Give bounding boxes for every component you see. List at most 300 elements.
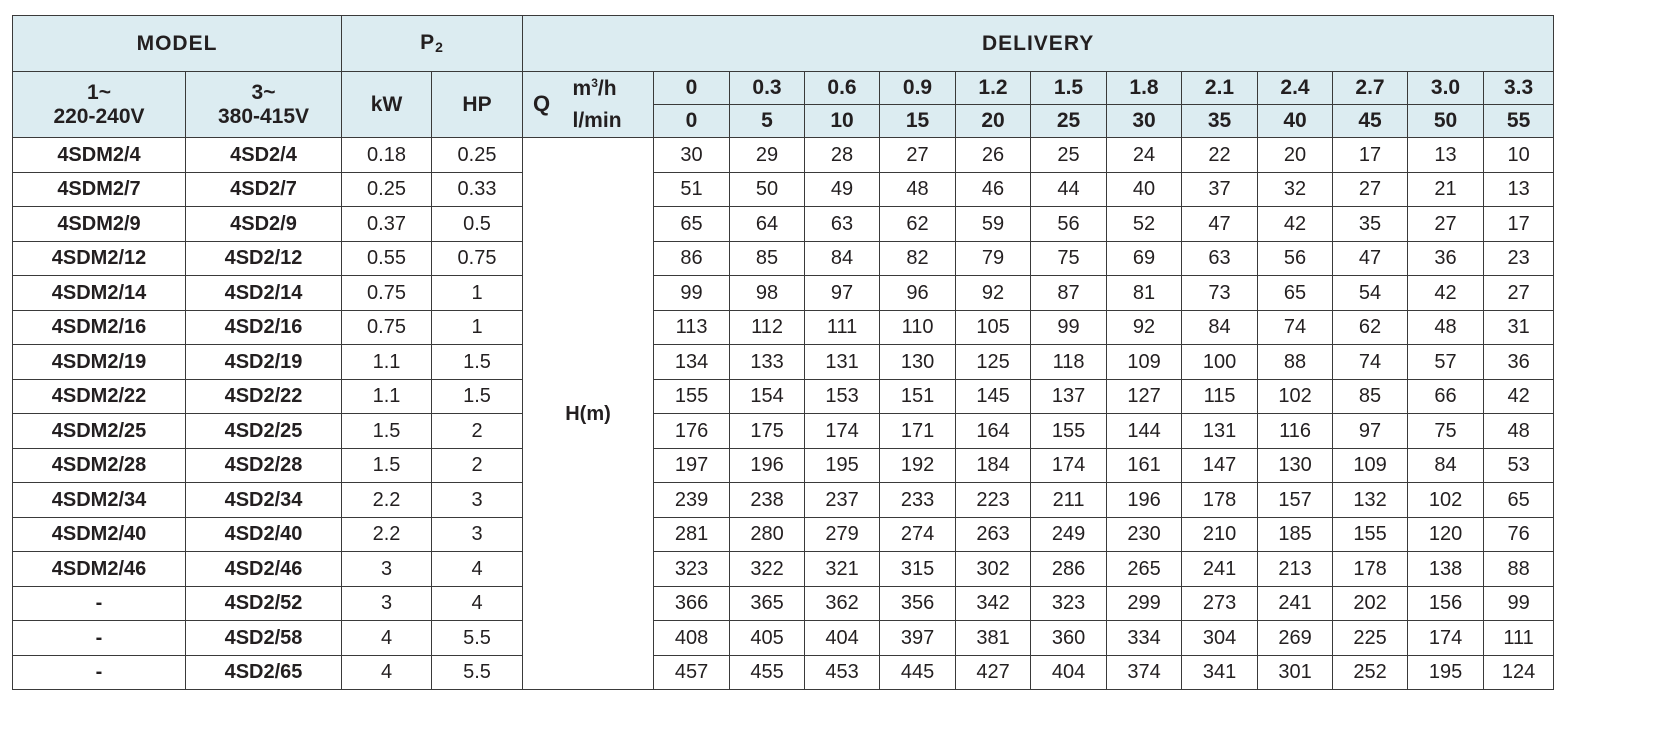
kw-cell: 0.25 bbox=[342, 172, 432, 207]
head-value-cell: 279 bbox=[805, 517, 880, 552]
head-value-cell: 457 bbox=[654, 655, 730, 690]
head-value-cell: 153 bbox=[805, 379, 880, 414]
head-value-cell: 178 bbox=[1333, 552, 1408, 587]
head-value-cell: 301 bbox=[1258, 655, 1333, 690]
three-phase-model-cell: 4SD2/22 bbox=[186, 379, 342, 414]
head-value-cell: 225 bbox=[1333, 621, 1408, 656]
head-value-cell: 192 bbox=[880, 448, 956, 483]
head-value-cell: 74 bbox=[1258, 310, 1333, 345]
flow-lmin-cell: 40 bbox=[1258, 105, 1333, 138]
head-value-cell: 44 bbox=[1031, 172, 1107, 207]
head-value-cell: 453 bbox=[805, 655, 880, 690]
single-phase-model-cell: 4SDM2/4 bbox=[13, 138, 186, 173]
table-row bbox=[13, 517, 1554, 552]
kw-cell: 2.2 bbox=[342, 517, 432, 552]
three-phase-model-cell: 4SD2/65 bbox=[186, 655, 342, 690]
head-value-cell: 40 bbox=[1107, 172, 1182, 207]
head-value-cell: 96 bbox=[880, 276, 956, 311]
head-value-cell: 99 bbox=[654, 276, 730, 311]
flow-m3h-cell: 3.3 bbox=[1484, 72, 1554, 105]
hp-cell: 5.5 bbox=[432, 621, 523, 656]
head-value-cell: 74 bbox=[1333, 345, 1408, 380]
head-value-cell: 81 bbox=[1107, 276, 1182, 311]
head-value-cell: 408 bbox=[654, 621, 730, 656]
hp-cell: 5.5 bbox=[432, 655, 523, 690]
head-value-cell: 53 bbox=[1484, 448, 1554, 483]
head-value-cell: 299 bbox=[1107, 586, 1182, 621]
single-phase-model-cell: 4SDM2/7 bbox=[13, 172, 186, 207]
single-phase-model-cell: 4SDM2/9 bbox=[13, 207, 186, 242]
table-row bbox=[13, 379, 1554, 414]
head-value-cell: 130 bbox=[880, 345, 956, 380]
head-value-cell: 397 bbox=[880, 621, 956, 656]
kw-cell: 2.2 bbox=[342, 483, 432, 518]
flow-m3h-cell: 1.8 bbox=[1107, 72, 1182, 105]
head-value-cell: 48 bbox=[1408, 310, 1484, 345]
head-value-cell: 265 bbox=[1107, 552, 1182, 587]
head-value-cell: 87 bbox=[1031, 276, 1107, 311]
head-value-cell: 42 bbox=[1408, 276, 1484, 311]
head-value-cell: 85 bbox=[730, 241, 805, 276]
head-value-cell: 113 bbox=[654, 310, 730, 345]
head-value-cell: 76 bbox=[1484, 517, 1554, 552]
three-phase-model-cell: 4SD2/14 bbox=[186, 276, 342, 311]
head-value-cell: 17 bbox=[1484, 207, 1554, 242]
table-row bbox=[13, 552, 1554, 587]
head-value-cell: 127 bbox=[1107, 379, 1182, 414]
head-value-cell: 237 bbox=[805, 483, 880, 518]
head-value-cell: 161 bbox=[1107, 448, 1182, 483]
head-value-cell: 151 bbox=[880, 379, 956, 414]
flow-m3h-cell: 0 bbox=[654, 72, 730, 105]
head-value-cell: 42 bbox=[1258, 207, 1333, 242]
three-phase-model-cell: 4SD2/58 bbox=[186, 621, 342, 656]
head-value-cell: 20 bbox=[1258, 138, 1333, 173]
head-value-cell: 85 bbox=[1333, 379, 1408, 414]
head-value-cell: 274 bbox=[880, 517, 956, 552]
head-value-cell: 381 bbox=[956, 621, 1031, 656]
head-value-cell: 64 bbox=[730, 207, 805, 242]
head-value-cell: 111 bbox=[805, 310, 880, 345]
head-value-cell: 280 bbox=[730, 517, 805, 552]
kw-cell: 0.18 bbox=[342, 138, 432, 173]
head-value-cell: 88 bbox=[1484, 552, 1554, 587]
unit-m3h-tail: /h bbox=[597, 76, 617, 100]
head-value-cell: 321 bbox=[805, 552, 880, 587]
head-value-cell: 84 bbox=[1408, 448, 1484, 483]
head-value-cell: 99 bbox=[1484, 586, 1554, 621]
table-row bbox=[13, 138, 1554, 173]
head-value-cell: 46 bbox=[956, 172, 1031, 207]
three-phase-header bbox=[186, 72, 342, 138]
three-phase-model-cell: 4SD2/34 bbox=[186, 483, 342, 518]
three-phase-symbol: 3~ bbox=[251, 81, 276, 105]
head-value-cell: 302 bbox=[956, 552, 1031, 587]
head-value-cell: 174 bbox=[1031, 448, 1107, 483]
head-value-cell: 155 bbox=[654, 379, 730, 414]
head-value-cell: 17 bbox=[1333, 138, 1408, 173]
table-header bbox=[13, 16, 1554, 138]
three-phase-voltage: 380-415V bbox=[217, 104, 310, 128]
table-row bbox=[13, 483, 1554, 518]
three-phase-model-cell: 4SD2/25 bbox=[186, 414, 342, 449]
single-phase-model-cell: 4SDM2/34 bbox=[13, 483, 186, 518]
flow-lmin-cell: 20 bbox=[956, 105, 1031, 138]
hp-cell: 0.75 bbox=[432, 241, 523, 276]
head-value-cell: 118 bbox=[1031, 345, 1107, 380]
head-value-cell: 98 bbox=[730, 276, 805, 311]
three-phase-model-cell: 4SD2/7 bbox=[186, 172, 342, 207]
flow-m3h-cell: 2.7 bbox=[1333, 72, 1408, 105]
head-value-cell: 75 bbox=[1031, 241, 1107, 276]
unit-m3h-base: m bbox=[572, 76, 592, 100]
head-value-cell: 47 bbox=[1333, 241, 1408, 276]
single-phase-voltage: 220-240V bbox=[53, 104, 145, 128]
head-value-cell: 174 bbox=[805, 414, 880, 449]
head-value-cell: 54 bbox=[1333, 276, 1408, 311]
head-value-cell: 171 bbox=[880, 414, 956, 449]
unit-m3h-sup: 3 bbox=[591, 75, 598, 90]
table-row bbox=[13, 172, 1554, 207]
head-value-cell: 109 bbox=[1107, 345, 1182, 380]
head-value-cell: 35 bbox=[1333, 207, 1408, 242]
head-value-cell: 196 bbox=[1107, 483, 1182, 518]
head-value-cell: 323 bbox=[654, 552, 730, 587]
table-row bbox=[13, 276, 1554, 311]
kw-cell: 0.75 bbox=[342, 310, 432, 345]
single-phase-symbol: 1~ bbox=[87, 81, 111, 105]
head-value-cell: 233 bbox=[880, 483, 956, 518]
head-value-cell: 22 bbox=[1182, 138, 1258, 173]
head-value-cell: 125 bbox=[956, 345, 1031, 380]
head-value-cell: 84 bbox=[805, 241, 880, 276]
unit-m3h bbox=[571, 72, 654, 105]
head-value-cell: 111 bbox=[1484, 621, 1554, 656]
flow-lmin-cell: 25 bbox=[1031, 105, 1107, 138]
head-value-cell: 100 bbox=[1182, 345, 1258, 380]
flow-lmin-cell: 0 bbox=[654, 105, 730, 138]
kw-cell: 3 bbox=[342, 586, 432, 621]
head-value-cell: 374 bbox=[1107, 655, 1182, 690]
head-value-cell: 134 bbox=[654, 345, 730, 380]
head-value-cell: 196 bbox=[730, 448, 805, 483]
flow-m3h-cell: 0.6 bbox=[805, 72, 880, 105]
head-value-cell: 427 bbox=[956, 655, 1031, 690]
table-row bbox=[13, 621, 1554, 656]
p2-group-header bbox=[342, 16, 523, 72]
head-value-cell: 26 bbox=[956, 138, 1031, 173]
hp-cell: 0.5 bbox=[432, 207, 523, 242]
head-value-cell: 132 bbox=[1333, 483, 1408, 518]
single-phase-model-cell: 4SDM2/16 bbox=[13, 310, 186, 345]
head-value-cell: 57 bbox=[1408, 345, 1484, 380]
head-value-cell: 184 bbox=[956, 448, 1031, 483]
head-value-cell: 25 bbox=[1031, 138, 1107, 173]
head-value-cell: 174 bbox=[1408, 621, 1484, 656]
head-value-cell: 195 bbox=[1408, 655, 1484, 690]
three-phase-model-cell: 4SD2/52 bbox=[186, 586, 342, 621]
head-value-cell: 155 bbox=[1031, 414, 1107, 449]
head-value-cell: 23 bbox=[1484, 241, 1554, 276]
head-value-cell: 84 bbox=[1182, 310, 1258, 345]
table-row bbox=[13, 310, 1554, 345]
flow-m3h-cell: 0.9 bbox=[880, 72, 956, 105]
head-value-cell: 241 bbox=[1258, 586, 1333, 621]
head-value-cell: 27 bbox=[880, 138, 956, 173]
three-phase-model-cell: 4SD2/46 bbox=[186, 552, 342, 587]
head-value-cell: 362 bbox=[805, 586, 880, 621]
head-value-cell: 342 bbox=[956, 586, 1031, 621]
three-phase-model-cell: 4SD2/16 bbox=[186, 310, 342, 345]
head-value-cell: 82 bbox=[880, 241, 956, 276]
single-phase-model-cell: 4SDM2/22 bbox=[13, 379, 186, 414]
single-phase-model-cell: 4SDM2/46 bbox=[13, 552, 186, 587]
head-value-cell: 92 bbox=[1107, 310, 1182, 345]
p2-subscript: 2 bbox=[435, 39, 444, 56]
hp-cell: 0.25 bbox=[432, 138, 523, 173]
table-row bbox=[13, 655, 1554, 690]
kw-cell: 4 bbox=[342, 621, 432, 656]
hp-cell: 1 bbox=[432, 310, 523, 345]
hp-cell: 2 bbox=[432, 448, 523, 483]
head-value-cell: 137 bbox=[1031, 379, 1107, 414]
hp-cell: 4 bbox=[432, 552, 523, 587]
head-value-cell: 455 bbox=[730, 655, 805, 690]
kw-cell: 1.1 bbox=[342, 379, 432, 414]
head-value-cell: 404 bbox=[1031, 655, 1107, 690]
head-value-cell: 92 bbox=[956, 276, 1031, 311]
head-value-cell: 88 bbox=[1258, 345, 1333, 380]
head-value-cell: 65 bbox=[654, 207, 730, 242]
flow-lmin-cell: 50 bbox=[1408, 105, 1484, 138]
single-phase-model-cell: - bbox=[13, 586, 186, 621]
head-label: H(m) bbox=[523, 138, 654, 690]
head-value-cell: 116 bbox=[1258, 414, 1333, 449]
head-value-cell: 97 bbox=[1333, 414, 1408, 449]
head-value-cell: 21 bbox=[1408, 172, 1484, 207]
single-phase-model-cell: 4SDM2/40 bbox=[13, 517, 186, 552]
head-value-cell: 144 bbox=[1107, 414, 1182, 449]
head-value-cell: 112 bbox=[730, 310, 805, 345]
head-value-cell: 97 bbox=[805, 276, 880, 311]
head-value-cell: 405 bbox=[730, 621, 805, 656]
head-value-cell: 366 bbox=[654, 586, 730, 621]
head-value-cell: 323 bbox=[1031, 586, 1107, 621]
head-value-cell: 86 bbox=[654, 241, 730, 276]
q-header: Q bbox=[523, 72, 571, 138]
head-value-cell: 341 bbox=[1182, 655, 1258, 690]
three-phase-model-cell: 4SD2/40 bbox=[186, 517, 342, 552]
head-value-cell: 29 bbox=[730, 138, 805, 173]
three-phase-model-cell: 4SD2/4 bbox=[186, 138, 342, 173]
head-value-cell: 105 bbox=[956, 310, 1031, 345]
head-value-cell: 445 bbox=[880, 655, 956, 690]
hp-cell: 2 bbox=[432, 414, 523, 449]
head-value-cell: 73 bbox=[1182, 276, 1258, 311]
flow-m3h-cell: 1.2 bbox=[956, 72, 1031, 105]
hp-cell: 1 bbox=[432, 276, 523, 311]
head-value-cell: 315 bbox=[880, 552, 956, 587]
flow-lmin-cell: 35 bbox=[1182, 105, 1258, 138]
single-phase-model-cell: - bbox=[13, 655, 186, 690]
head-value-cell: 49 bbox=[805, 172, 880, 207]
three-phase-model-cell: 4SD2/19 bbox=[186, 345, 342, 380]
model-group-header: MODEL bbox=[13, 16, 342, 72]
head-value-cell: 239 bbox=[654, 483, 730, 518]
head-value-cell: 28 bbox=[805, 138, 880, 173]
head-value-cell: 115 bbox=[1182, 379, 1258, 414]
head-value-cell: 249 bbox=[1031, 517, 1107, 552]
head-value-cell: 155 bbox=[1333, 517, 1408, 552]
kw-cell: 0.75 bbox=[342, 276, 432, 311]
head-value-cell: 63 bbox=[805, 207, 880, 242]
head-value-cell: 202 bbox=[1333, 586, 1408, 621]
head-value-cell: 238 bbox=[730, 483, 805, 518]
head-value-cell: 178 bbox=[1182, 483, 1258, 518]
hp-header: HP bbox=[432, 72, 523, 138]
head-value-cell: 334 bbox=[1107, 621, 1182, 656]
head-value-cell: 322 bbox=[730, 552, 805, 587]
head-value-cell: 65 bbox=[1258, 276, 1333, 311]
head-value-cell: 10 bbox=[1484, 138, 1554, 173]
head-value-cell: 56 bbox=[1258, 241, 1333, 276]
head-value-cell: 241 bbox=[1182, 552, 1258, 587]
table-row bbox=[13, 345, 1554, 380]
head-value-cell: 102 bbox=[1408, 483, 1484, 518]
table-row bbox=[13, 448, 1554, 483]
head-value-cell: 124 bbox=[1484, 655, 1554, 690]
hp-cell: 3 bbox=[432, 483, 523, 518]
head-value-cell: 154 bbox=[730, 379, 805, 414]
head-value-cell: 185 bbox=[1258, 517, 1333, 552]
hp-cell: 1.5 bbox=[432, 379, 523, 414]
head-value-cell: 62 bbox=[880, 207, 956, 242]
kw-cell: 1.5 bbox=[342, 414, 432, 449]
head-value-cell: 30 bbox=[654, 138, 730, 173]
head-value-cell: 365 bbox=[730, 586, 805, 621]
head-value-cell: 51 bbox=[654, 172, 730, 207]
head-value-cell: 131 bbox=[1182, 414, 1258, 449]
head-value-cell: 110 bbox=[880, 310, 956, 345]
head-value-cell: 157 bbox=[1258, 483, 1333, 518]
kw-cell: 1.5 bbox=[342, 448, 432, 483]
head-value-cell: 273 bbox=[1182, 586, 1258, 621]
p2-label: P bbox=[420, 31, 436, 55]
single-phase-model-cell: 4SDM2/12 bbox=[13, 241, 186, 276]
head-value-cell: 156 bbox=[1408, 586, 1484, 621]
head-value-cell: 62 bbox=[1333, 310, 1408, 345]
head-value-cell: 360 bbox=[1031, 621, 1107, 656]
head-value-cell: 176 bbox=[654, 414, 730, 449]
single-phase-model-cell: 4SDM2/28 bbox=[13, 448, 186, 483]
head-value-cell: 230 bbox=[1107, 517, 1182, 552]
kw-cell: 0.37 bbox=[342, 207, 432, 242]
head-value-cell: 79 bbox=[956, 241, 1031, 276]
head-value-cell: 145 bbox=[956, 379, 1031, 414]
pump-performance-table bbox=[12, 15, 1554, 690]
head-value-cell: 269 bbox=[1258, 621, 1333, 656]
kw-cell: 0.55 bbox=[342, 241, 432, 276]
head-value-cell: 50 bbox=[730, 172, 805, 207]
head-value-cell: 131 bbox=[805, 345, 880, 380]
head-value-cell: 27 bbox=[1484, 276, 1554, 311]
single-phase-model-cell: 4SDM2/19 bbox=[13, 345, 186, 380]
head-value-cell: 211 bbox=[1031, 483, 1107, 518]
single-phase-model-cell: - bbox=[13, 621, 186, 656]
flow-m3h-cell: 3.0 bbox=[1408, 72, 1484, 105]
head-value-cell: 24 bbox=[1107, 138, 1182, 173]
hp-cell: 1.5 bbox=[432, 345, 523, 380]
head-value-cell: 213 bbox=[1258, 552, 1333, 587]
head-value-cell: 48 bbox=[1484, 414, 1554, 449]
kw-cell: 3 bbox=[342, 552, 432, 587]
head-value-cell: 102 bbox=[1258, 379, 1333, 414]
head-value-cell: 42 bbox=[1484, 379, 1554, 414]
head-value-cell: 32 bbox=[1258, 172, 1333, 207]
head-value-cell: 281 bbox=[654, 517, 730, 552]
flow-m3h-cell: 2.1 bbox=[1182, 72, 1258, 105]
head-value-cell: 175 bbox=[730, 414, 805, 449]
head-value-cell: 27 bbox=[1408, 207, 1484, 242]
head-value-cell: 138 bbox=[1408, 552, 1484, 587]
head-value-cell: 130 bbox=[1258, 448, 1333, 483]
head-value-cell: 65 bbox=[1484, 483, 1554, 518]
head-value-cell: 197 bbox=[654, 448, 730, 483]
head-value-cell: 164 bbox=[956, 414, 1031, 449]
flow-m3h-cell: 0.3 bbox=[730, 72, 805, 105]
flow-lmin-cell: 15 bbox=[880, 105, 956, 138]
hp-cell: 4 bbox=[432, 586, 523, 621]
delivery-group-header: DELIVERY bbox=[523, 16, 1554, 72]
flow-lmin-cell: 30 bbox=[1107, 105, 1182, 138]
head-value-cell: 69 bbox=[1107, 241, 1182, 276]
hp-cell: 0.33 bbox=[432, 172, 523, 207]
three-phase-model-cell: 4SD2/12 bbox=[186, 241, 342, 276]
head-value-cell: 210 bbox=[1182, 517, 1258, 552]
head-value-cell: 286 bbox=[1031, 552, 1107, 587]
head-value-cell: 75 bbox=[1408, 414, 1484, 449]
head-value-cell: 27 bbox=[1333, 172, 1408, 207]
head-value-cell: 99 bbox=[1031, 310, 1107, 345]
single-phase-model-cell: 4SDM2/14 bbox=[13, 276, 186, 311]
hp-cell: 3 bbox=[432, 517, 523, 552]
table-row bbox=[13, 586, 1554, 621]
head-value-cell: 304 bbox=[1182, 621, 1258, 656]
table-body bbox=[13, 138, 1554, 690]
head-value-cell: 13 bbox=[1484, 172, 1554, 207]
head-value-cell: 120 bbox=[1408, 517, 1484, 552]
kw-cell: 1.1 bbox=[342, 345, 432, 380]
flow-lmin-cell: 10 bbox=[805, 105, 880, 138]
head-value-cell: 13 bbox=[1408, 138, 1484, 173]
head-value-cell: 133 bbox=[730, 345, 805, 380]
head-value-cell: 263 bbox=[956, 517, 1031, 552]
three-phase-model-cell: 4SD2/9 bbox=[186, 207, 342, 242]
head-value-cell: 36 bbox=[1408, 241, 1484, 276]
head-value-cell: 52 bbox=[1107, 207, 1182, 242]
flow-m3h-cell: 2.4 bbox=[1258, 72, 1333, 105]
head-value-cell: 356 bbox=[880, 586, 956, 621]
head-value-cell: 56 bbox=[1031, 207, 1107, 242]
unit-lmin: l/min bbox=[571, 105, 654, 138]
head-value-cell: 195 bbox=[805, 448, 880, 483]
head-value-cell: 147 bbox=[1182, 448, 1258, 483]
head-value-cell: 31 bbox=[1484, 310, 1554, 345]
kw-cell: 4 bbox=[342, 655, 432, 690]
table-row bbox=[13, 414, 1554, 449]
head-value-cell: 63 bbox=[1182, 241, 1258, 276]
head-value-cell: 37 bbox=[1182, 172, 1258, 207]
